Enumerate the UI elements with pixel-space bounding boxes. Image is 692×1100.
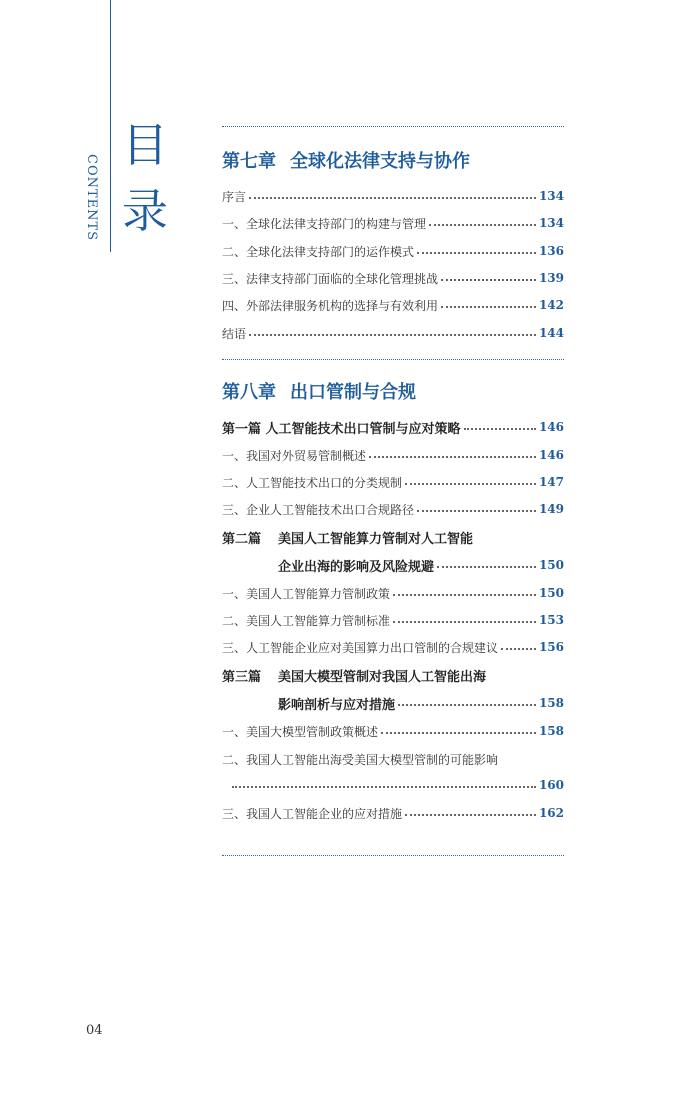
divider-bottom	[222, 855, 564, 856]
entry-page: 153	[538, 613, 564, 627]
part-2-title-line2: 企业出海的影响及风险规避	[278, 559, 435, 575]
toc-title	[120, 112, 170, 244]
leader-dots	[417, 510, 536, 512]
divider-middle	[222, 359, 564, 360]
entry-page: 160	[538, 778, 564, 792]
entry-label: 四、外部法律服务机构的选择与有效利用	[222, 298, 439, 313]
toc-part-entry[interactable]	[222, 555, 564, 575]
leader-dots	[398, 704, 536, 706]
toc-entry[interactable]	[222, 610, 564, 630]
leader-dots	[249, 334, 536, 336]
entry-page: 162	[538, 806, 564, 820]
chapter-7-number: 第七章	[222, 151, 276, 172]
toc-entry[interactable]	[222, 803, 564, 823]
entry-label: 三、我国人工智能企业的应对措施	[222, 806, 403, 821]
entry-label: 一、我国对外贸易管制概述	[222, 448, 367, 463]
entry-page: 156	[538, 640, 564, 654]
entry-label: 一、美国大模型管制政策概述	[222, 724, 379, 739]
leader-dots	[232, 786, 536, 788]
entry-page: 158	[538, 696, 564, 710]
toc-entry[interactable]	[222, 295, 564, 315]
entry-page: 146	[538, 448, 564, 462]
toc-entry[interactable]	[222, 637, 564, 657]
entry-page: 146	[538, 420, 564, 434]
toc-part-entry[interactable]	[222, 693, 564, 713]
entry-page: 139	[538, 271, 564, 285]
leader-dots	[393, 594, 536, 596]
toc-entry[interactable]	[222, 775, 564, 795]
toc-entry[interactable]	[222, 213, 564, 233]
leader-dots	[249, 197, 536, 199]
leader-dots	[501, 648, 536, 650]
toc-entry-label-wrapped[interactable]: 二、我国人工智能出海受美国大模型管制的可能影响	[222, 753, 499, 767]
page-number: 04	[86, 1023, 103, 1038]
entry-page: 144	[538, 326, 564, 340]
entry-label: 序言	[222, 189, 247, 204]
entry-label: 二、美国人工智能算力管制标准	[222, 613, 391, 628]
part-3-title-line2: 影响剖析与应对措施	[278, 697, 396, 713]
entry-page: 150	[538, 558, 564, 572]
part-3-number: 第三篇	[222, 670, 262, 685]
entry-label: 结语	[222, 326, 247, 341]
entry-page: 142	[538, 298, 564, 312]
leader-dots	[393, 621, 536, 623]
entry-page: 147	[538, 475, 564, 489]
entry-page: 136	[538, 244, 564, 258]
toc-entry[interactable]	[222, 472, 564, 492]
leader-dots	[437, 566, 536, 568]
toc-entry[interactable]	[222, 583, 564, 603]
toc-entry[interactable]	[222, 323, 564, 343]
entry-label: 三、人工智能企业应对美国算力出口管制的合规建议	[222, 640, 499, 655]
chapter-7-heading	[222, 147, 470, 173]
toc-entry[interactable]	[222, 721, 564, 741]
leader-dots	[405, 483, 536, 485]
entry-label: 二、人工智能技术出口的分类规制	[222, 475, 403, 490]
part-3-title-line1: 美国大模型管制对我国人工智能出海	[278, 670, 487, 685]
contents-label: CONTENTS	[84, 154, 99, 242]
leader-dots	[417, 252, 536, 254]
toc-entry[interactable]	[222, 499, 564, 519]
toc-entry[interactable]	[222, 445, 564, 465]
entry-page: 150	[538, 586, 564, 600]
toc-entry[interactable]	[222, 241, 564, 261]
chapter-8-title: 出口管制与合规	[290, 382, 416, 403]
chapter-7-title: 全球化法律支持与协作	[290, 151, 470, 172]
leader-dots	[429, 224, 536, 226]
leader-dots	[381, 732, 536, 734]
part-label: 第一篇 人工智能技术出口管制与应对策略	[222, 421, 461, 437]
entry-label: 三、法律支持部门面临的全球化管理挑战	[222, 271, 439, 286]
toc-title-char-2: 录	[122, 184, 168, 238]
entry-page: 149	[538, 502, 564, 516]
chapter-8-number: 第八章	[222, 382, 276, 403]
toc-entry[interactable]	[222, 268, 564, 288]
leader-dots	[369, 456, 536, 458]
entry-label: 一、美国人工智能算力管制政策	[222, 586, 391, 601]
divider-top	[222, 126, 564, 127]
chapter-8-heading	[222, 378, 416, 404]
toc-title-char-1: 目	[122, 118, 168, 172]
leader-dots	[464, 428, 536, 430]
entry-page: 158	[538, 724, 564, 738]
sidebar-divider	[110, 0, 111, 252]
entry-page: 134	[538, 216, 564, 230]
toc-entry[interactable]	[222, 186, 564, 206]
entry-label: 一、全球化法律支持部门的构建与管理	[222, 216, 427, 231]
entry-label: 三、企业人工智能技术出口合规路径	[222, 502, 415, 517]
part-2-title-line1: 美国人工智能算力管制对人工智能	[278, 532, 474, 547]
toc-part-entry[interactable]	[222, 417, 564, 437]
entry-page: 134	[538, 189, 564, 203]
entry-label: 二、全球化法律支持部门的运作模式	[222, 244, 415, 259]
leader-dots	[441, 279, 536, 281]
leader-dots	[405, 814, 536, 816]
part-2-heading[interactable]	[222, 528, 473, 547]
part-3-heading[interactable]	[222, 666, 486, 685]
part-2-number: 第二篇	[222, 532, 262, 547]
leader-dots	[441, 306, 536, 308]
